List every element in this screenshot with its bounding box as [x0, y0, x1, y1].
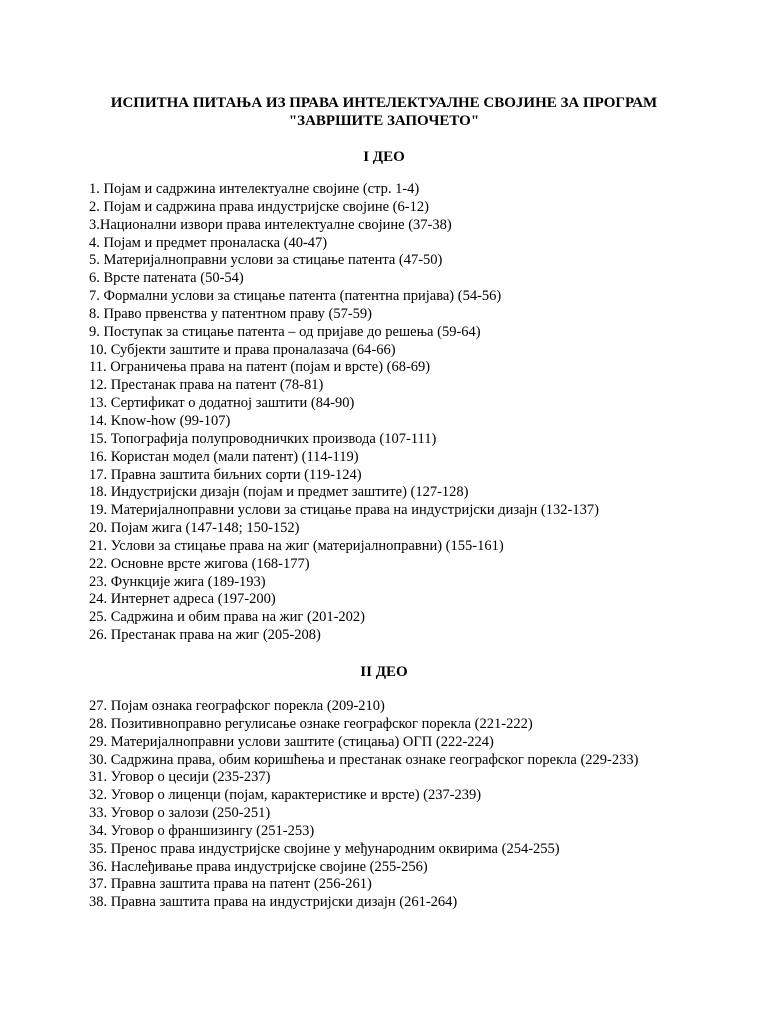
- question-item: 10. Субјекти заштите и права проналазача (64-66): [89, 341, 396, 358]
- question-item: 21. Услови за стицање права на жиг (материјалноправни) (155-161): [89, 537, 504, 554]
- question-item: 37. Правна заштита права на патент (256-261): [89, 876, 372, 893]
- question-list-part-1: [89, 181, 759, 645]
- document-title-line-1: ИСПИТНА ПИТАЊА ИЗ ПРАВА ИНТЕЛЕКТУАЛНЕ СВОЈИНЕ ЗА ПРОГРАМ: [110, 95, 658, 111]
- section-heading-part-2: II ДЕО: [360, 664, 408, 680]
- question-item: 13. Сертификат о додатној заштити (84-90): [89, 395, 355, 412]
- question-item: 38. Правна заштита права на индустријски дизајн (261-264): [89, 894, 458, 911]
- question-list-part-2: [89, 698, 759, 912]
- question-item: 11. Ограничења права на патент (појам и врсте) (68-69): [89, 359, 431, 376]
- question-item: 4. Појам и предмет проналаска (40-47): [89, 234, 328, 251]
- question-item: 29. Материјалноправни услови заштите (стицања) ОГП (222-224): [89, 733, 494, 750]
- question-item: 12. Престанак права на патент (78-81): [89, 377, 324, 394]
- question-item: 23. Функције жига (189-193): [89, 573, 266, 590]
- question-item: 35. Пренос права индустријске својине у међународним оквирима (254-255): [89, 840, 560, 857]
- question-item: 17. Правна заштита биљних сорти (119-124): [89, 466, 362, 483]
- question-item: 30. Садржина права, обим коришћења и престанак ознаке географског порекла (229-233): [89, 751, 639, 768]
- question-item: 31. Уговор о цесији (235-237): [89, 769, 271, 786]
- question-item: 36. Наслеђивање права индустријске својине (255-256): [89, 858, 428, 875]
- question-item: 34. Уговор о франшизингу (251-253): [89, 822, 315, 839]
- question-item: 16. Користан модел (мали патент) (114-119): [89, 448, 359, 465]
- section-heading-part-1: I ДЕО: [363, 149, 405, 165]
- question-item: 26. Престанак права на жиг (205-208): [89, 627, 321, 644]
- question-item: 15. Топографија полупроводничких производа (107-111): [89, 430, 437, 447]
- question-item: 9. Поступак за стицање патента – од пријаве до решења (59-64): [89, 323, 481, 340]
- question-item: 2. Појам и садржина права индустријске својине (6-12): [89, 198, 429, 215]
- question-item: 5. Материјалноправни услови за стицање патента (47-50): [89, 252, 443, 269]
- question-item: 28. Позитивноправно регулисање ознаке географског порекла (221-222): [89, 715, 533, 732]
- question-item: 27. Појам ознака географског порекла (209-210): [89, 698, 385, 714]
- question-item: 6. Врсте патената (50-54): [89, 270, 244, 287]
- question-item: 25. Садржина и обим права на жиг (201-202): [89, 609, 365, 626]
- question-item: 8. Право првенства у патентном праву (57-59): [89, 305, 372, 322]
- question-item: 7. Формални услови за стицање патента (патентна пријава) (54-56): [89, 288, 502, 305]
- question-item: 19. Материјалноправни услови за стицање права на индустријски дизајн (132-137): [89, 502, 599, 519]
- question-item: 22. Основне врсте жигова (168-177): [89, 555, 310, 572]
- question-item: 1. Појам и садржина интелектуалне својине (стр. 1-4): [89, 181, 420, 197]
- question-item: 18. Индустријски дизајн (појам и предмет заштите) (127-128): [89, 484, 469, 501]
- question-item: 24. Интернет адреса (197-200): [89, 591, 276, 608]
- question-item: 32. Уговор о лиценци (појам, карактеристике и врсте) (237-239): [89, 787, 482, 804]
- document-title-line-2: "ЗАВРШИТЕ ЗАПОЧЕТО": [288, 113, 480, 129]
- question-item: 20. Појам жига (147-148; 150-152): [89, 520, 300, 537]
- question-item: 14. Know-how (99-107): [89, 412, 231, 429]
- question-item: 3.Национални извори права интелектуалне својине (37-38): [89, 216, 452, 233]
- question-item: 33. Уговор о залози (250-251): [89, 805, 271, 822]
